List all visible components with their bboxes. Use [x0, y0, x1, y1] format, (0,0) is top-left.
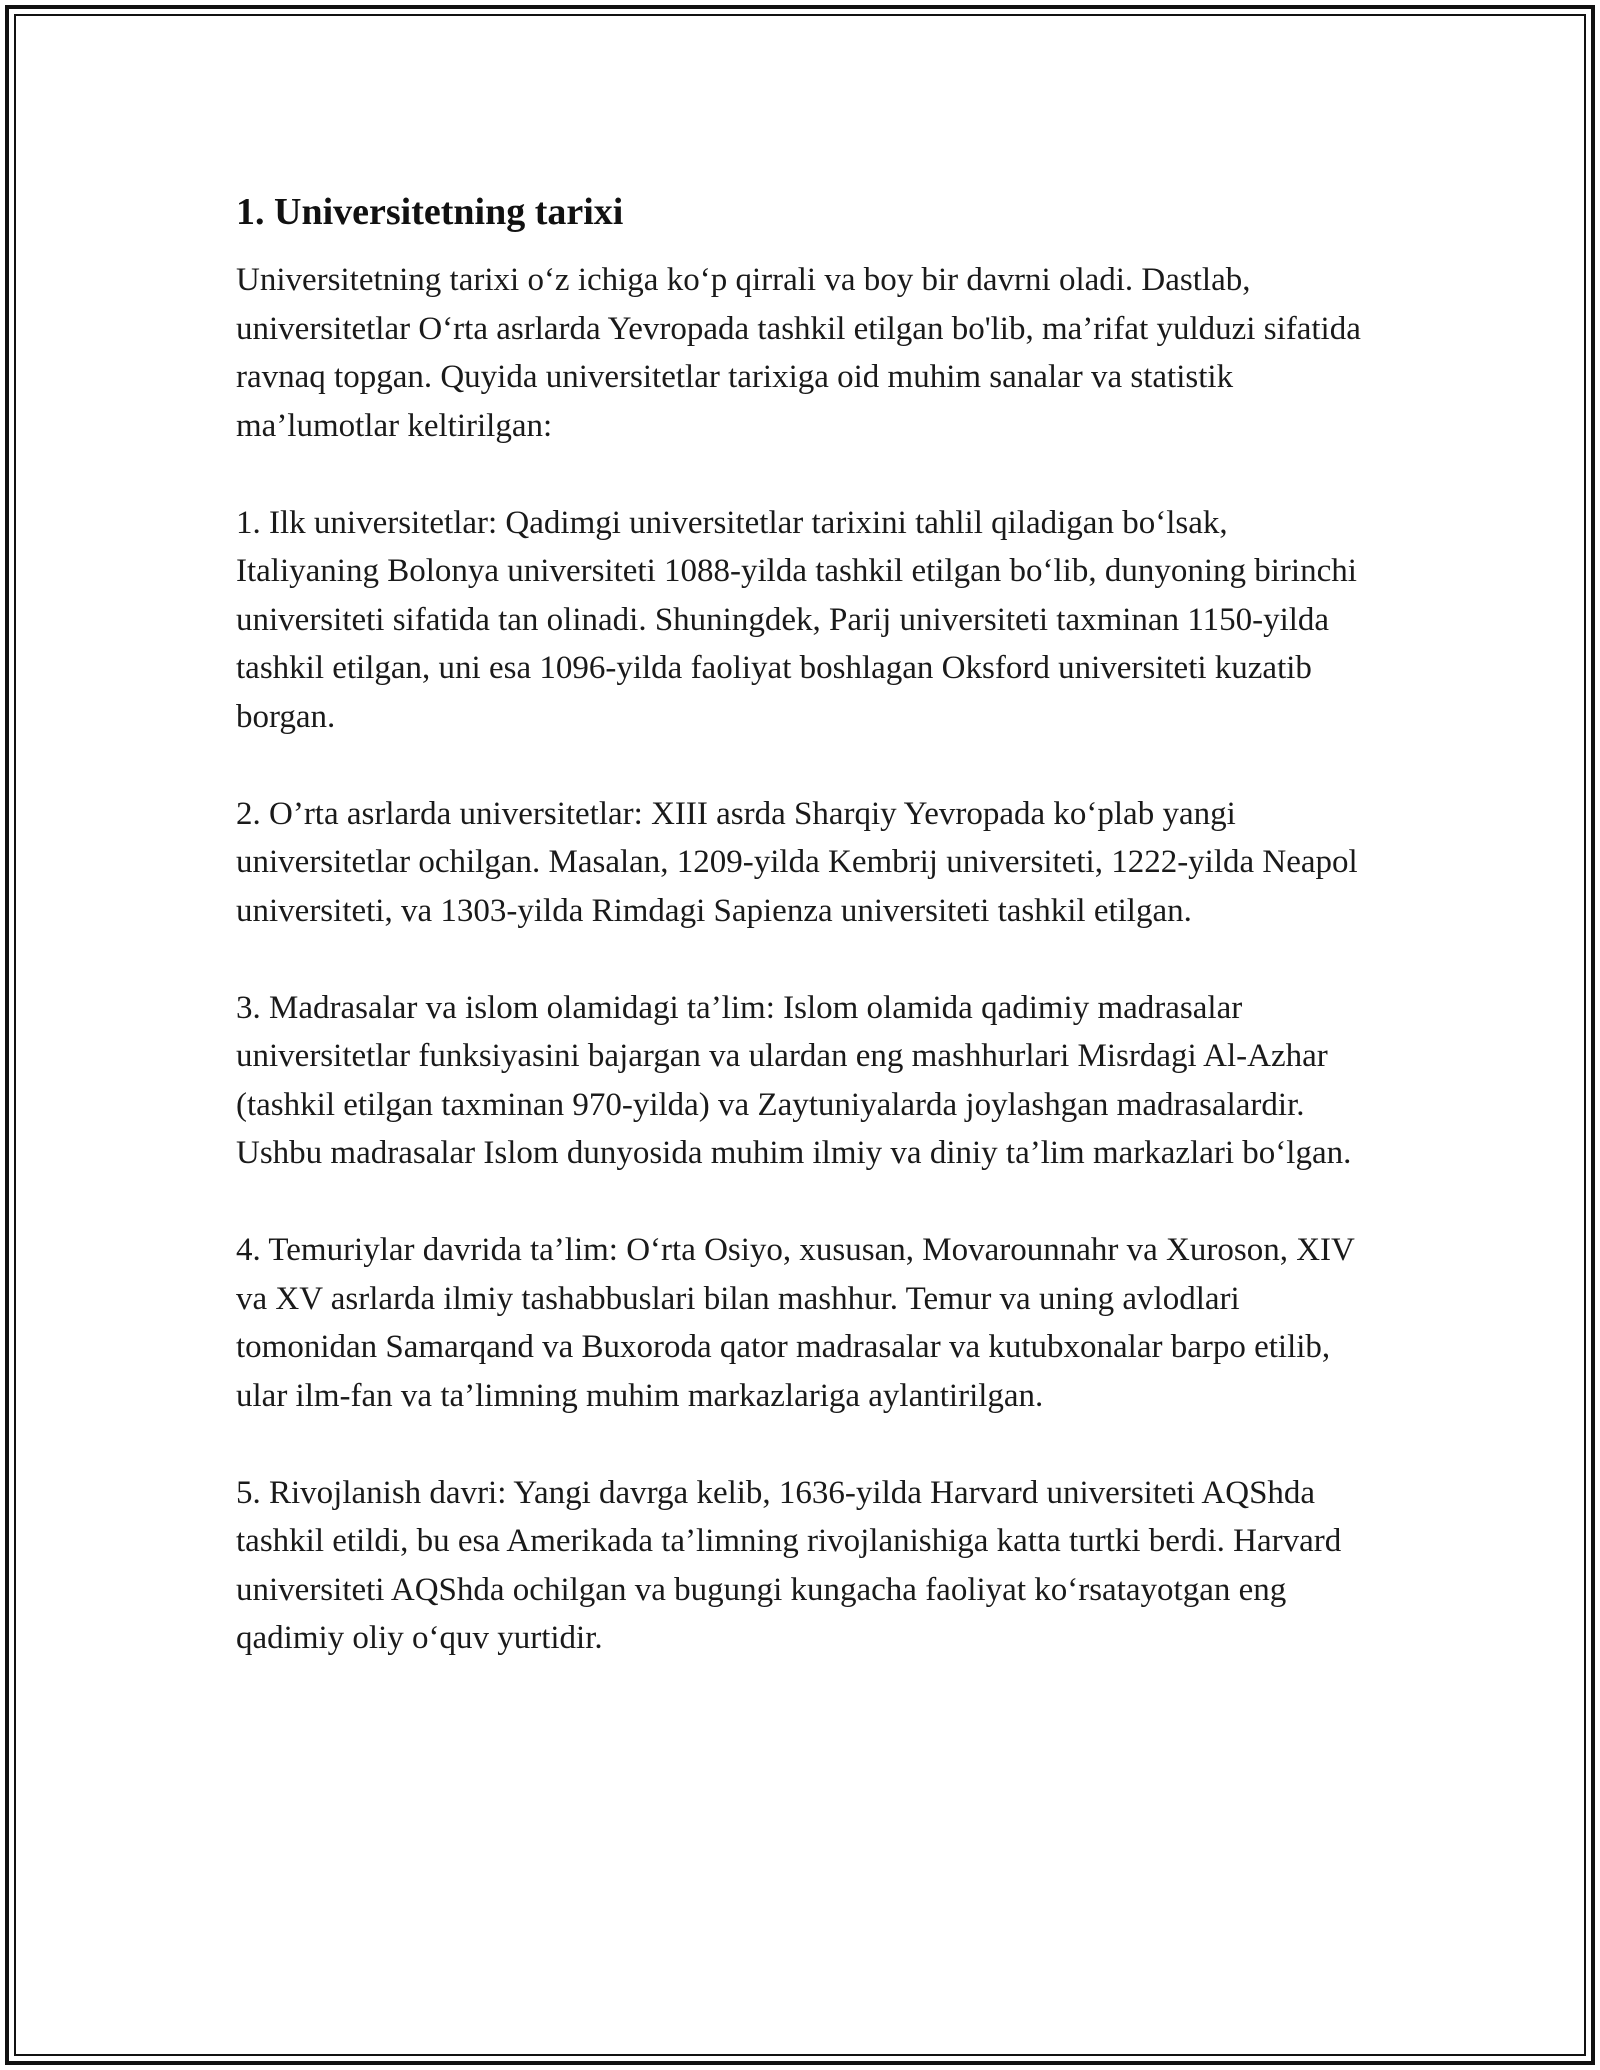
list-item-temuriylar-davrida: 4. Temuriylar davrida ta’lim: O‘rta Osiyo, xususan, Movarounnahr va Xuroson, XIV va XV asrlarda ilmiy tashabbuslari bilan mashhur. Temur va uning avlodlari tomonidan Samarqand va Buxoroda qator madrasalar va kutubxonalar barpo etilib, ular ilm-fan va ta’limning muhim markazlariga aylantirilgan. — [236, 1232, 1355, 1414]
list-item-rivojlanish-davri: 5. Rivojlanish davri: Yangi davrga kelib, 1636-yilda Harvard universiteti AQShda tashkil etildi, bu esa Amerikada ta’limning rivojlanishiga katta turtki berdi. Harvard universiteti AQShda ochilgan va bugungi kungacha faoliyat ko‘rsatayotgan eng qadimiy oliy o‘quv yurtidir. — [236, 1474, 1342, 1656]
list-item-madrasalar: 3. Madrasalar va islom olamidagi ta’lim: Islom olamida qadimiy madrasalar universitetlar funksiyasini bajargan va ulardan eng mashhurlari Misrdagi Al-Azhar (tashkil etilgan taxminan 970-yilda) va Zaytuniyalarda joylashgan madrasalardir. Ushbu madrasalar Islom dunyosida muhim ilmiy va diniy ta’lim markazlari bo‘lgan. — [236, 989, 1352, 1171]
intro-paragraph: Universitetning tarixi o‘z ichiga ko‘p qirrali va boy bir davrni oladi. Dastlab, universitetlar O‘rta asrlarda Yevropada tashkil etilgan bo'lib, ma’rifat yulduzi sifatida ravnaq topgan. Quyida universitetlar tarixiga oid muhim sanalar va statistik ma’lumotlar keltirilgan: — [236, 262, 1361, 444]
list-item-ilk-universitetlar: 1. Ilk universitetlar: Qadimgi universitetlar tarixini tahlil qiladigan bo‘lsak, Italiyaning Bolonya universiteti 1088-yilda tashkil etilgan bo‘lib, dunyoning birinchi universiteti sifatida tan olinadi. Shuningdek, Parij universiteti taxminan 1150-yilda tashkil etilgan, uni esa 1096-yilda faoliyat boshlagan Oksford universiteti kuzatib borgan. — [236, 504, 1357, 735]
list-item-orta-asrlarda-universitetlar: 2. O’rta asrlarda universitetlar: XIII asrda Sharqiy Yevropada ko‘plab yangi universitetlar ochilgan. Masalan, 1209-yilda Kembrij universiteti, 1222-yilda Neapol universiteti, va 1303-yilda Rimdagi Sapienza universiteti tashkil etilgan. — [236, 795, 1358, 929]
section-title: 1. Universitetning tarixi — [236, 191, 624, 233]
document-body — [236, 188, 1376, 1711]
